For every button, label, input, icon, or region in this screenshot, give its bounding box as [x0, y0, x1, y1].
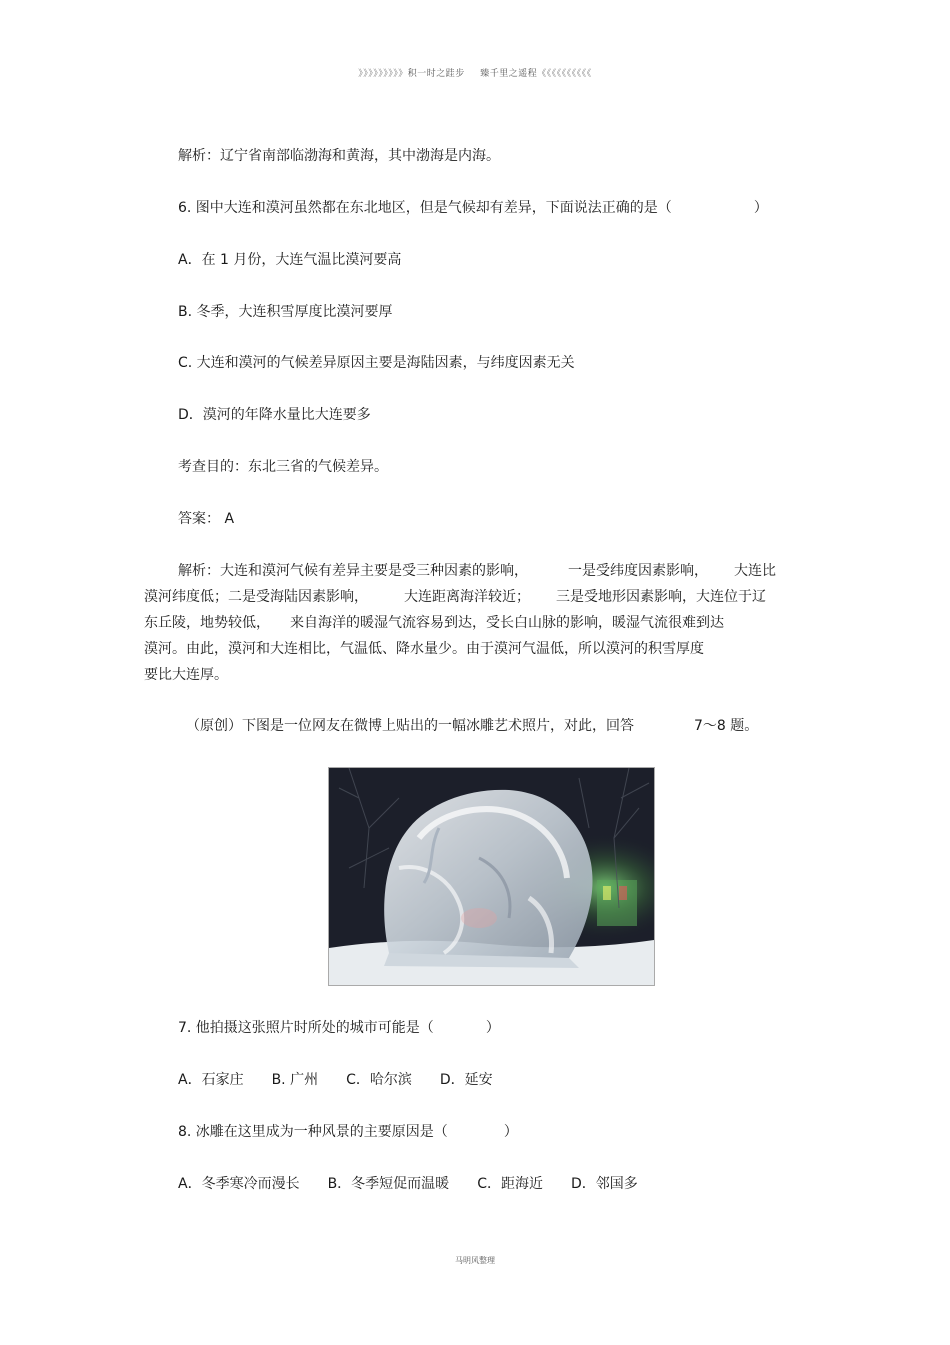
- q6-answer: 答案： A: [178, 511, 235, 527]
- q8-option-d: D．邻国多: [570, 1176, 638, 1192]
- q7-options: [178, 1070, 521, 1090]
- q7-stem-text: 7. 他拍摄这张照片时所处的城市可能是（: [178, 1020, 434, 1036]
- analysis-line-2-c: 三是受地形因素影响，大连位于辽: [556, 589, 766, 605]
- q6-option-d: D．漠河的年降水量比大连要多: [178, 407, 371, 423]
- analysis-line-3-b: 来自海洋的暖湿气流容易到达，受长白山脉的影响，暖湿气流很难到达: [290, 615, 724, 631]
- q8-stem: [178, 1122, 518, 1142]
- q6-purpose: 考查目的：东北三省的气候差异。: [178, 459, 388, 475]
- header-right: 臻千里之遥程《《《《《《《《《《: [480, 69, 592, 79]
- analysis-line-2: [144, 584, 806, 610]
- intro-text: （原创）下图是一位网友在微博上贴出的一幅冰雕艺术照片，对此，回答: [186, 718, 634, 734]
- analysis-line-2-b: 大连距离海洋较近；: [404, 589, 530, 605]
- analysis-line-4: 漠河。由此，漠河和大连相比，气温低、降水量少。由于漠河气温低，所以漠河的积雪厚度: [144, 641, 704, 657]
- q7-option-c: C．哈尔滨: [346, 1072, 412, 1088]
- q6-option-c: C. 大连和漠河的气候差异原因主要是海陆因素，与纬度因素无关: [178, 355, 575, 371]
- header-left: 》》》》》》》》》积一时之跬步: [358, 69, 465, 79]
- analysis-line-5: 要比大连厚。: [144, 667, 228, 683]
- page-footer: 马明风整理: [455, 1256, 495, 1265]
- q7-8-intro: [186, 716, 758, 736]
- analysis-line-1: [144, 558, 806, 584]
- q7-option-b: B. 广州: [271, 1072, 319, 1088]
- q7-stem: [178, 1018, 500, 1038]
- q7-option-a: A．石家庄: [178, 1072, 244, 1088]
- analysis-line-1-b: 一是受纬度因素影响，: [568, 563, 708, 579]
- q6-stem: [178, 198, 768, 218]
- q7-option-d: D．延安: [439, 1072, 493, 1088]
- q6-option-a: A．在 1 月份，大连气温比漠河要高: [178, 252, 402, 268]
- q8-option-a: A．冬季寒冷而漫长: [178, 1176, 300, 1192]
- q8-option-c: C．距海近: [477, 1176, 543, 1192]
- q6-option-b: B. 冬季，大连积雪厚度比漠河要厚: [178, 304, 393, 320]
- analysis-line-1-c: 大连比: [734, 563, 776, 579]
- ice-sculpture-photo: [328, 767, 655, 986]
- q6-paren-close: ）: [753, 200, 768, 216]
- q7-paren-close: ）: [485, 1020, 500, 1036]
- q6-analysis: [144, 558, 806, 688]
- q5-analysis: 解析：辽宁省南部临渤海和黄海，其中渤海是内海。: [178, 148, 500, 164]
- page-header: [0, 66, 950, 79]
- analysis-line-3-a: 东丘陵，地势较低，: [144, 615, 270, 631]
- analysis-line-3: [144, 610, 806, 636]
- q8-options: [178, 1174, 666, 1194]
- q6-stem-text: 6. 图中大连和漠河虽然都在东北地区，但是气候却有差异，下面说法正确的是（: [178, 200, 672, 216]
- q8-paren-close: ）: [503, 1124, 518, 1140]
- q8-option-b: B．冬季短促而温暖: [327, 1176, 450, 1192]
- q8-stem-text: 8. 冰雕在这里成为一种风景的主要原因是（: [178, 1124, 448, 1140]
- analysis-line-1-a: 解析：大连和漠河气候有差异主要是受三种因素的影响，: [178, 563, 528, 579]
- intro-range: 7～8 题。: [694, 718, 759, 734]
- analysis-line-2-a: 漠河纬度低；二是受海陆因素影响，: [144, 589, 368, 605]
